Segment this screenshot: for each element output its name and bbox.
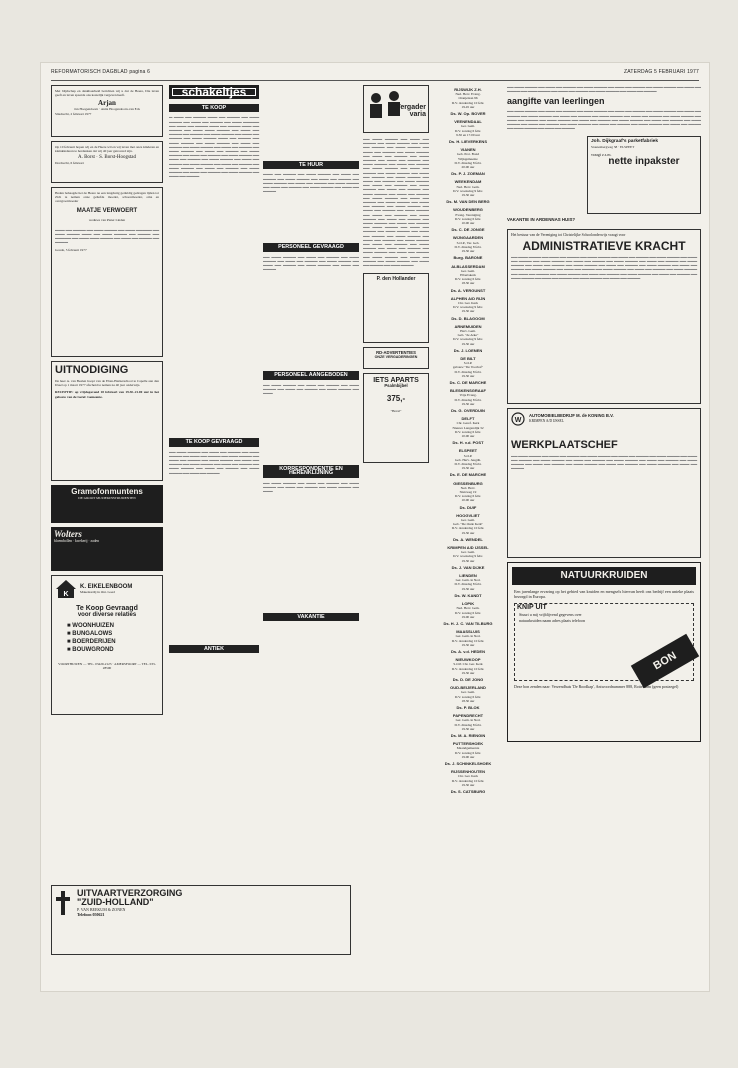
church-place: PAPENDRECHT [452,713,484,719]
church-time: 19.00 uur [461,614,475,619]
church-church: S.O.P. [463,453,473,458]
church-listing [435,742,501,766]
church-place: RIJSSENHOUTEN [450,769,485,775]
house-logo-icon [55,579,77,599]
church-date: D.V. dinsdag 8 febr. [454,369,482,374]
death-sub: weduwe van Pieter Linden [88,217,126,222]
anniversary-notice [51,141,163,183]
church-church: Ger. Gem. [460,268,476,273]
church-speaker: Ds. A. WENDEL [453,536,483,542]
church-time: 19.30 uur [461,466,475,471]
section-korrespondentie: KORRESPONDENTIE EN HERENKLIJNING [263,465,359,477]
column-adverts [507,85,701,985]
church-speaker: Ds. H. LIEVERKENS [448,139,487,145]
eikelenboom-item: ■ BOUWGROND [67,647,114,653]
church-speaker: Ds. P. J. ZOEMAN [451,171,485,177]
section-antiek: ANTIEK [169,645,259,653]
church-date: D.V. donderdag 10 febr. [451,778,485,783]
section-te-koop: TE KOOP [169,104,259,112]
eikelenboom-advert [51,575,163,715]
uitvaart-title: UITVAARTVERZORGING [77,888,183,898]
church-sub: Elbertskerk [460,272,476,277]
iets-aparts-hevel: "Hevel" [390,408,402,413]
church-speaker: Ds. W. Op. BOVER [450,111,486,117]
birth-name: Arjan [98,99,116,108]
church-sub: Sluisweg 19 [459,490,477,495]
church-date: D.V. donderdag 10 febr. [451,638,485,643]
natuurkruiden-title: NATUURKRUIDEN [512,567,696,585]
iets-aparts-sub: Psalmbijbel [384,383,408,389]
gramofoon-sub: DE GROOT MUZIEKINSTRUMENTEN [78,496,136,500]
church-church: S.O.P. [463,361,473,366]
church-sub: Geb. Herv. Jeugdh. [454,457,482,462]
uitvaart-sub: P. VAN BEEKUM & ZONEN [77,907,126,912]
section-te-koop-gevraagd: TE KOOP GEVRAAGD [169,438,259,446]
church-sub: Nieuwe Langendijk 32 [452,425,484,430]
anniversary-names: A. Borst · S. Borst-Hoogstad [77,155,137,161]
knip-uit-label: KNIP UIT [517,603,547,611]
church-speaker: Ds. J. LOENEN [453,347,483,353]
church-date: D.V. dinsdag 8 febr. [454,462,482,467]
church-church: S.O.P. Chr. Ger. Kerk [453,662,483,667]
ad-filler: ▬▬ ▬▬▬ ▬▬▬▬ ▬▬ ▬▬▬ ▬▬ ▬▬▬▬ ▬▬ ▬▬▬ ▬▬▬▬ ▬▬ ▬▬▬ ▬▬ ▬▬▬▬ ▬▬ ▬▬▬ ▬▬▬▬ ▬▬ ▬▬▬ [263,480,359,494]
church-speaker: Ds. S. CATSBURG [450,789,486,794]
natuurkruiden-advert [507,562,701,742]
church-listing [435,389,501,413]
uitvaart-tel: Telefoon 050621 [77,912,105,917]
church-date: D.V. woensdag 9 febr. [452,188,484,193]
dijkgraaf-job: nette inpakster [608,156,680,168]
church-place: VIANEN [460,147,476,153]
church-speaker: Ds. J. VAN DIJKE [451,564,485,570]
church-listing [435,686,501,710]
church-listing [435,770,501,794]
church-church: Ger. Gem. [460,690,476,695]
church-church: Ger. Gem. in Ned. [455,718,481,723]
church-place: HOOGVLIET [456,512,480,518]
church-listing [435,208,501,232]
church-speaker: Ds. DUIF [459,504,477,510]
eikelenboom-list [67,622,159,654]
church-speaker: Ds. M. VAN DEN BERG [446,199,490,205]
church-place: LIENDEN [459,573,477,579]
ad-filler: ▬ ▬▬▬ ▬▬ ▬▬▬▬ ▬▬▬ ▬▬ ▬▬▬▬ ▬▬ ▬▬▬ ▬▬▬▬ ▬▬ ▬▬▬ ▬▬ ▬▬▬▬ ▬▬ ▬▬▬ ▬▬▬▬▬ ▬▬ ▬▬▬ ▬▬ ▬▬▬▬ ▬▬▬ ▬▬ ▬▬▬▬ ▬▬▬ ▬▬ ▬▬▬▬ ▬▬ ▬▬▬ ▬▬▬ ▬▬▬▬ ▬▬ ▬▬▬ ▬▬ ▬▬▬▬ ▬▬ ▬▬▬▬ ▬▬ ▬▬▬ ▬▬▬▬ ▬▬ ▬▬▬ ▬▬ ▬▬▬▬ ▬▬ ▬▬▬ ▬▬▬▬ ▬▬▬ ▬▬ ▬▬▬▬ ▬▬ ▬▬▬ ▬▬▬▬ ▬▬ ▬▬▬ ▬▬▬▬ ▬▬ ▬▬▬ ▬▬ ▬▬▬▬ ▬▬ ▬▬▬ ▬▬▬▬ ▬▬ ▬▬▬ ▬▬ ▬▬▬▬ ▬▬ ▬▬▬ ▬▬▬▬ ▬▬ ▬▬▬ ▬▬ ▬▬▬▬ ▬▬ ▬▬▬ ▬▬▬▬ ▬▬ ▬▬▬ ▬▬ ▬▬▬▬ ▬▬ ▬▬▬ ▬▬▬▬ ▬▬ ▬▬▬ ▬▬ ▬▬▬▬ ▬▬ ▬▬▬ ▬▬▬▬ ▬▬ ▬▬▬ ▬▬ ▬▬▬▬ ▬▬ ▬▬▬ ▬▬▬▬ ▬▬ ▬▬▬ ▬▬ ▬▬▬▬ ▬▬ ▬▬▬ ▬▬▬▬ ▬▬ ▬▬▬ ▬▬ ▬▬▬▬ ▬▬ ▬▬▬ ▬▬▬▬ ▬▬ ▬▬▬ ▬▬ ▬▬▬▬ ▬▬ ▬▬▬ ▬▬▬▬ ▬▬ ▬▬▬ ▬▬ ▬▬▬▬ [169,115,259,179]
column-schakeltjes [169,85,359,895]
schakeltjes-logo: schakeltjes [169,85,259,99]
death-filler: ▬▬▬ ▬▬ ▬▬▬▬ ▬▬ ▬▬▬ ▬▬▬▬ ▬▬ ▬▬▬ ▬▬▬▬▬ ▬▬ ▬▬▬ ▬▬▬▬ ▬▬▬ ▬▬ ▬▬▬ ▬▬▬▬ ▬▬ ▬▬▬▬ ▬▬ ▬▬▬▬▬ ▬▬ ▬▬▬ ▬▬▬ ▬▬▬▬ ▬▬ ▬▬▬ ▬▬ ▬▬▬▬ ▬▬ ▬▬▬▬ [55,227,159,245]
vw-advert [507,408,701,558]
church-time: 18.30 uur [461,698,475,703]
church-time: 19.45 uur [461,104,475,109]
church-time: 20.00 uur [461,165,475,170]
ad-filler: ▬▬ ▬▬▬ ▬▬▬▬ ▬▬ ▬▬▬ ▬▬ ▬▬▬▬ ▬▬ ▬▬▬ ▬▬▬▬ ▬▬ ▬▬▬ ▬▬ ▬▬▬▬ ▬▬ ▬▬▬ ▬▬▬▬ ▬▬ ▬▬▬ [263,382,359,396]
church-place: NIEUWKOOP [455,657,481,663]
church-time: 19.30 uur [461,249,475,254]
church-date: D.V. donderdag 10 febr. [451,526,485,531]
church-church: Chr. Ger. Kerk [458,774,478,779]
church-time: 19.30 uur [461,586,475,591]
church-date: D.V. zondag 6 febr. [454,277,482,282]
church-place: ALPHEN A/D RIJN [450,295,486,301]
schakeltjes-right [263,101,359,656]
church-time: 10.00 uur [461,221,475,226]
church-place: DELFT [461,416,475,422]
church-time: 19.30 uur [461,373,475,378]
church-date: D.V. dinsdag 8 febr. [454,244,482,249]
knip-uit-text: Stuurt u mij vrijblijvend gegevens over natuurkruiden naam adres plaats telefoon [519,611,585,623]
church-time: 10.00 uur [461,434,475,438]
church-church: Chr. Ger. Kerk [458,300,478,305]
church-time: 19.30 uur [461,558,475,563]
admin-filler: ▬▬ ▬▬▬ ▬▬▬▬ ▬▬ ▬▬▬ ▬▬ ▬▬▬▬ ▬▬ ▬▬▬ ▬▬▬▬ ▬▬ ▬▬▬ ▬▬ ▬▬▬▬ ▬▬ ▬▬▬ ▬▬▬▬ ▬▬ ▬▬▬ ▬▬ ▬▬▬▬ ▬▬ ▬▬▬ ▬▬▬▬ ▬▬ ▬▬▬ ▬▬ ▬▬▬▬ ▬▬ ▬▬▬ ▬▬▬▬ ▬▬ ▬▬▬ ▬▬ ▬▬▬▬ ▬▬ ▬▬▬ ▬▬▬▬ ▬▬ ▬▬▬ ▬▬ ▬▬▬▬ ▬▬ ▬▬▬ ▬▬▬▬ ▬▬ ▬▬▬ ▬▬ ▬▬▬▬ ▬▬ ▬▬▬ ▬▬▬▬ ▬▬ ▬▬▬ ▬▬ ▬▬▬▬ ▬▬ ▬▬▬ ▬▬▬▬ ▬▬ ▬▬▬ ▬▬ ▬▬▬▬ ▬▬ ▬▬▬ ▬▬▬▬ ▬▬ ▬▬▬ ▬▬ ▬▬▬▬ ▬▬ ▬▬▬ ▬▬▬▬ ▬▬ ▬▬▬ ▬▬ ▬▬▬▬ ▬▬ ▬▬▬ ▬▬▬▬ ▬▬ ▬▬▬ ▬▬ ▬▬▬▬ ▬▬ ▬▬▬ ▬▬▬▬ ▬▬ ▬▬▬ ▬▬ ▬▬▬▬ ▬▬ ▬▬▬ ▬▬▬▬ ▬▬ ▬▬▬ ▬▬ ▬▬▬▬ ▬▬ ▬▬▬ ▬▬▬▬ ▬▬ ▬▬▬ ▬▬ ▬▬▬▬ [511,254,697,280]
column-church-services [435,85,501,985]
invitation-text: De heer A. van Beelen hoopt van de Eben-Haëzerschool te Capelle aan den IJssel op 1 maart 1977 afscheid te nemen na 40 jaar onderwijs. [55,379,159,388]
hollander-name: P. den Hollander [376,276,416,283]
church-speaker: Ds. W. KANDT [454,592,482,598]
birth-place: Sliedrecht, 2 februari 1977 [55,111,92,116]
church-date: D.V. woensdag 9 febr. [452,337,484,342]
church-time: 19.30 uur [461,726,475,731]
eikelenboom-lead2: voor diverse relaties [77,612,137,618]
ad-filler: ▬▬▬ ▬▬ ▬▬▬▬ ▬▬ ▬▬▬ ▬▬▬▬ ▬▬ ▬▬▬ ▬▬ ▬▬▬▬ ▬▬ ▬▬▬ ▬▬▬▬ ▬▬ ▬▬▬ ▬▬ ▬▬▬▬ ▬▬ ▬▬▬ ▬▬▬▬ ▬▬ ▬▬▬ ▬▬ ▬▬▬▬ ▬▬ ▬▬▬ ▬▬▬▬ ▬▬ ▬▬▬ ▬▬ ▬▬▬▬ ▬▬ ▬▬▬ ▬▬▬▬ ▬▬ ▬▬▬ ▬▬ ▬▬▬▬ [263,172,359,194]
werkplaats-title: WERKPLAATSCHEF [511,438,618,451]
church-listing [435,658,501,682]
church-date: D.V. dinsdag 8 febr. [454,397,482,402]
church-date: D.V. dinsdag 8 febr. [454,160,482,165]
eikelenboom-lead: Te Koop Gevraagd [76,605,138,612]
church-speaker: Ds. H. J. C. VAN TILBURG [443,620,493,626]
church-date: D.V. dinsdag 8 febr. [454,582,482,587]
church-listing [435,88,501,116]
church-sub: Oranjelaan 96 [458,96,478,101]
vergader-varia-logo [363,85,429,133]
church-time: 9.30 en 17.00 uur [456,132,480,137]
church-sub: Geb. "de Arke" [457,333,479,338]
church-church: Herv. Gem. [460,328,476,333]
wolters-title: Wolters [54,529,82,539]
church-place: RIJSWIJK Z.H. [454,87,482,92]
hollander-advert [363,273,429,343]
eikelenboom-address: VOORTHUIZEN — TEL. 03429-2125 · AMERSFOORT — TEL. 033-28500 [58,662,156,671]
invitation-notice [51,361,163,481]
masthead-left: REFORMATORISCH DAGBLAD pagina 6 [51,69,151,75]
church-date: D.V. woensdag 9 febr. [452,554,484,559]
church-time: 19.30 uur [461,670,475,675]
death-name: MAATJE VERWOERT [76,207,138,214]
birth-parents: Jan Hoogendoorn · Anita Hoogendoorn-van Eck [74,107,140,112]
church-speaker: Ds. J. SCHINKELSHOEK [444,760,492,766]
church-church: Evang. Vereniging [455,212,481,217]
church-place: OUD-BEIJERLAND [450,685,486,691]
church-listing [435,714,501,738]
werkplaats-filler: ▬▬ ▬▬▬ ▬▬▬▬ ▬▬ ▬▬▬ ▬▬ ▬▬▬▬ ▬▬ ▬▬▬ ▬▬▬▬ ▬▬ ▬▬▬ ▬▬ ▬▬▬▬ ▬▬ ▬▬▬ ▬▬▬▬ ▬▬ ▬▬▬ ▬▬ ▬▬▬▬ ▬▬ ▬▬▬ ▬▬▬▬ ▬▬ ▬▬▬ ▬▬ ▬▬▬▬ ▬▬ ▬▬▬ ▬▬▬▬ ▬▬ ▬▬▬ ▬▬ ▬▬▬▬ ▬▬ ▬▬▬ ▬▬▬▬ ▬▬ ▬▬▬ ▬▬ ▬▬▬▬ ▬▬ ▬▬▬ ▬▬▬▬ ▬▬ ▬▬▬ ▬▬ ▬▬▬▬ ▬▬ ▬▬▬ ▬▬▬▬ ▬▬ ▬▬▬ ▬▬ ▬▬▬▬ [511,453,697,471]
church-church: S.O.P., Ver. Geb. [456,240,480,245]
church-church: Ger. Gem. in Ned. [455,634,481,639]
church-date: D.V. dinsdag 8 febr. [454,722,482,727]
leerlingen-headline: aangifte van leerlingen [507,96,605,107]
church-listing [435,325,501,353]
church-church: Ned. Herv. Evang. [455,92,481,97]
church-place: GIESSENBURG [453,480,483,486]
church-church: Ger. Gem. [460,518,476,523]
vw-sub: KRIMPEN A/D IJSSEL [529,418,564,423]
bon-badge: BON [631,633,699,688]
church-time: 19.30 uur [461,401,475,406]
gramofoon-advert [51,485,163,523]
church-speaker: Ds. G. OVERDUIN [451,407,485,413]
uitvaart-name: "ZUID-HOLLAND" [77,897,154,907]
church-time: 19.00 uur [461,754,475,759]
church-church: Geb. Prot. Bond [456,152,480,157]
rd-advert [363,347,429,369]
church-sub: gebouw "De Voorhof" [452,365,484,370]
church-speaker: Ds. A. v.d. HEDEN [450,648,485,654]
church-place: VEENENDAAL [454,119,482,125]
church-church: Ger. Gem. [460,124,476,129]
newspaper-page [40,62,710,992]
church-time: 19.30 uur [461,530,475,535]
masthead [51,69,699,79]
church-time: 19.30 uur [461,642,475,647]
iets-aparts-advert [363,373,429,463]
church-listing [435,602,501,626]
death-intro: Heden behaagde het de Heere na een langdurig geduldig gedragen lijden tot Zich te nemen onze geliefde moeder, schoonmoeder, oma en overgrootmoeder [55,191,159,204]
church-time: 19.30 uur [461,309,475,314]
eikelenboom-item: ■ WOONHUIZEN [67,623,114,629]
church-listing [435,180,501,204]
iets-aparts-price: 375,- [386,393,406,403]
varia-filler: ▬▬ ▬▬▬ ▬▬▬▬ ▬▬ ▬▬▬ ▬▬ ▬▬▬▬ ▬▬ ▬▬▬ ▬▬▬▬ ▬▬ ▬▬▬ ▬▬ ▬▬▬▬ ▬▬ ▬▬▬ ▬▬▬▬ ▬▬ ▬▬▬ ▬▬ ▬▬▬▬ ▬▬ ▬▬▬ ▬▬▬▬ ▬▬ ▬▬▬ ▬▬ ▬▬▬▬ ▬▬ ▬▬▬ ▬▬▬▬ ▬▬ ▬▬▬ ▬▬ ▬▬▬▬ ▬▬ ▬▬▬ ▬▬▬▬ ▬▬ ▬▬▬ ▬▬ ▬▬▬▬ ▬▬ ▬▬▬ ▬▬▬▬ ▬▬ ▬▬▬ ▬▬ ▬▬▬▬ ▬▬ ▬▬▬ ▬▬▬▬ ▬▬ ▬▬▬ ▬▬ ▬▬▬▬ ▬▬ ▬▬▬ ▬▬▬▬ ▬▬ ▬▬▬ ▬▬ ▬▬▬▬ ▬▬ ▬▬▬ ▬▬▬▬ ▬▬ ▬▬▬ ▬▬ ▬▬▬▬ ▬▬ ▬▬▬ ▬▬▬▬ ▬▬ ▬▬▬ ▬▬ ▬▬▬▬ ▬▬ ▬▬▬ ▬▬▬▬ ▬▬ ▬▬▬ ▬▬ ▬▬▬▬ ▬▬ ▬▬▬ ▬▬▬▬ ▬▬ ▬▬▬ ▬▬ ▬▬▬▬ ▬▬ ▬▬▬ ▬▬▬▬ ▬▬ ▬▬▬ ▬▬ ▬▬▬▬ ▬▬ ▬▬▬ ▬▬▬▬ ▬▬ ▬▬▬ ▬▬ ▬▬▬▬ ▬▬ ▬▬▬ ▬▬▬▬ ▬▬ ▬▬▬ ▬▬ ▬▬▬▬ ▬▬ ▬▬▬ ▬▬▬▬ ▬▬ ▬▬▬ ▬▬ ▬▬▬▬ ▬▬ ▬▬▬ ▬▬▬▬ ▬▬ ▬▬▬ ▬▬ ▬▬▬▬ ▬▬ ▬▬▬ ▬▬▬▬ ▬▬ ▬▬▬ ▬▬ ▬▬▬▬ ▬▬ ▬▬▬ ▬▬▬▬ ▬▬ ▬▬▬ ▬▬ ▬▬▬▬ ▬▬ ▬▬▬ ▬▬▬▬ ▬▬ ▬▬▬ ▬▬ ▬▬▬▬ ▬▬ ▬▬▬ ▬▬▬▬ ▬▬ ▬▬▬ ▬▬ ▬▬▬▬ ▬▬ ▬▬▬ ▬▬▬▬ ▬▬ ▬▬▬ ▬▬ ▬▬▬▬ ▬▬ ▬▬▬ ▬▬▬▬ ▬▬ ▬▬▬ ▬▬ ▬▬▬▬ ▬▬ ▬▬▬ ▬▬▬▬ ▬▬ ▬▬▬ ▬▬ ▬▬▬▬ ▬▬ ▬▬▬ ▬▬▬▬ ▬▬ ▬▬▬ ▬▬ ▬▬▬▬ ▬▬ ▬▬▬ ▬▬▬▬ [363,137,429,268]
rd-sub: ONZE VERGADERINGEN [374,354,418,359]
svg-text:K: K [63,591,69,598]
school-filler: ▬▬ ▬▬▬ ▬▬▬▬ ▬▬ ▬▬▬ ▬▬ ▬▬▬▬ ▬▬ ▬▬▬ ▬▬▬▬ ▬▬ ▬▬▬ ▬▬ ▬▬▬▬ ▬▬ ▬▬▬ ▬▬▬▬ ▬▬ ▬▬▬ ▬▬ ▬▬▬▬ ▬▬ ▬▬▬ ▬▬▬▬ ▬▬ ▬▬▬ ▬▬ ▬▬▬▬ ▬▬ ▬▬▬ ▬▬▬▬ ▬▬ ▬▬▬ ▬▬ ▬▬▬▬ ▬▬ ▬▬▬ ▬▬▬▬ ▬▬ ▬▬▬ ▬▬ ▬▬▬▬ ▬▬ ▬▬▬ ▬▬▬▬ ▬▬ ▬▬▬ ▬▬ ▬▬▬▬ ▬▬ ▬▬▬ ▬▬▬▬ ▬▬ ▬▬▬ ▬▬ ▬▬▬▬ ▬▬ ▬▬▬ ▬▬▬▬ ▬▬ ▬▬▬ ▬▬ ▬▬▬▬ ▬▬ ▬▬▬ ▬▬▬▬ ▬▬ ▬▬▬ ▬▬ ▬▬▬▬ ▬▬ ▬▬▬ ▬▬▬▬ ▬▬ ▬▬▬ ▬▬ ▬▬▬▬ ▬▬ ▬▬▬ ▬▬▬▬ ▬▬ ▬▬▬ ▬▬ ▬▬▬▬ [507,109,701,131]
dijkgraaf-advert [587,136,701,214]
section-personeel-aangeboden: PERSONEEL AANGEBODEN [263,371,359,379]
column-family-notices [51,85,163,990]
natuurkruiden-footer: Deze bon zenden naar: Verzendhuis 'De Roodkap', Antwoordnummer 888, Rotterdam (geen postzegel) [514,683,679,689]
anniversary-place: Dordrecht, 6 februari [55,160,84,165]
eikelenboom-name: K. EIKELENBOOM [80,583,133,590]
church-place: PUTTERSHOEK [452,741,484,747]
church-date: D.V. donderdag 10 febr. [451,100,485,105]
svg-text:W: W [514,416,522,424]
invitation-title: UITNODIGING [55,364,129,376]
ad-filler: ▬▬ ▬▬▬ ▬▬▬▬ ▬▬ ▬▬▬ ▬▬ ▬▬▬▬ ▬▬ ▬▬▬ ▬▬▬▬ ▬▬ ▬▬▬ ▬▬ ▬▬▬▬ ▬▬ ▬▬▬ ▬▬▬▬ ▬▬ ▬▬▬ ▬▬ ▬▬▬▬ ▬▬ ▬▬▬ ▬▬▬▬ ▬▬ ▬▬▬ ▬▬ ▬▬▬▬ [263,254,359,272]
church-place: MAASSLUIS [456,629,480,635]
column-vergader-varia [363,85,429,895]
death-notice [51,187,163,357]
church-speaker: Ds. P. BLOK [456,704,480,710]
church-listing [435,417,501,445]
iets-aparts-title: IETS APARTS [373,377,419,385]
wolters-sub: bloembollen · kwekerij · zaden [54,539,99,543]
church-time: 19.30 uur [461,193,475,198]
dijkgraaf-vraagt: vraagt z.s.m. [591,151,612,157]
church-listing [435,297,501,321]
death-place: Gouda, 5 februari 1977 [55,247,87,252]
section-te-huur: TE HUUR [263,161,359,169]
church-place: ARNEMUIDEN [454,323,482,329]
church-sub: Wijkgemeente [458,156,478,161]
eikelenboom-item: ■ BOERDERIJEN [67,639,116,645]
church-date: D.V. zondag 6 febr. [454,429,482,434]
masthead-right: ZATERDAG 5 FEBRUARI 1977 [623,69,699,75]
uitvaart-advert [51,885,351,955]
cross-icon [55,890,71,916]
church-church: Vrije Evang. [459,393,477,398]
knip-uit-coupon[interactable] [514,603,694,681]
dijkgraaf-title: Joh. Dijkgraaf's parketfabriek [591,139,658,145]
reception-text: RECEPTIE: op vrijdagavond 18 februari van 19.30–21.00 uur in het gebouw van de Geref. Gemeente. [55,390,159,399]
church-place: KRIMPEN A/D IJSSEL [447,545,489,551]
gramofoon-title: Gramofonmuntens [71,487,143,496]
birth-intro: Met blijdschap en dankbaarheid berichten wij u dat de Heere, Die leven geeft en leven spaarde ons kostelijk vergeven heeft. [55,89,159,98]
eikelenboom-sub: Makelaardij in Onr. Goed [80,589,115,594]
church-place: LOPIK [461,601,475,607]
church-listing [435,449,501,477]
wolters-advert [51,527,163,571]
church-listing [435,265,501,293]
church-place: WIJNGAARDEN [452,235,484,241]
church-church: Ger. Gem. [460,550,476,555]
church-place: WOUDENBERG [453,207,483,213]
church-place: WEEKENDAM [454,179,482,185]
church-speaker: Ds. C. DE MARCHE [449,379,487,385]
church-speaker: Burg. BARONE [453,255,483,261]
school-filler: ▬▬ ▬▬▬ ▬▬▬▬ ▬▬ ▬▬▬ ▬▬ ▬▬▬▬ ▬▬ ▬▬▬ ▬▬▬▬ ▬▬ ▬▬▬ ▬▬ ▬▬▬▬ ▬▬ ▬▬▬ ▬▬▬▬ ▬▬ ▬▬▬ ▬▬ ▬▬▬▬ ▬▬ ▬▬▬ ▬▬▬▬ ▬▬ ▬▬▬ ▬▬ ▬▬▬▬ ▬▬ ▬▬▬ ▬▬▬▬ ▬▬ ▬▬▬ ▬▬ ▬▬▬▬ [507,85,701,94]
church-time: 19.30 uur [461,341,475,346]
rd-title: RD-ADVERTENTIES [376,350,416,356]
church-place: ALBLASSERDAM [451,263,485,269]
ad-filler: ▬▬ ▬▬▬ ▬▬▬▬ ▬▬ ▬▬▬ ▬▬ ▬▬▬▬ ▬▬ ▬▬▬ ▬▬▬▬ ▬▬ ▬▬▬ ▬▬ ▬▬▬▬ ▬▬ ▬▬▬ ▬▬▬▬ ▬▬ ▬▬▬ ▬▬ ▬▬▬▬ ▬▬ ▬▬▬ ▬▬▬▬ ▬▬ ▬▬▬ ▬▬ ▬▬▬▬ ▬▬ ▬▬▬ ▬▬▬▬ ▬▬ ▬▬▬ ▬▬ ▬▬▬▬ ▬▬ ▬▬▬ ▬▬▬▬ ▬▬ ▬▬▬ ▬▬ ▬▬▬▬ ▬▬ ▬▬▬ ▬▬▬▬ ▬▬ ▬▬▬ ▬▬ ▬▬▬▬ [169,449,259,475]
church-time: 19.30 uur [461,782,475,787]
section-vakantie: VAKANTIE [263,613,359,621]
eikelenboom-item: ■ BUNGALOWS [67,631,113,637]
schakeltjes-left [169,101,259,656]
church-date: D.V. zondag 6 febr. [454,750,482,755]
church-speaker: Ds. E. DE MARCHE [449,472,487,478]
vergader-varia-title: Vergader varia [396,104,426,118]
church-speaker: Ds. M. A. RIENGIN [450,732,486,738]
church-church: Ned. Herv. Gem. [456,606,480,611]
dijkgraaf-sub: Stoutenbergweg 58 · ELSPEET [591,144,635,149]
church-date: D.V. zondag 6 febr. [454,610,482,615]
admin-title: ADMINISTRATIEVE KRACHT [522,238,686,253]
section-personeel-gevraagd: PERSONEEL GEVRAAGD [263,243,359,251]
church-place: ELSPEET [458,448,478,454]
vw-logo-icon [511,412,525,426]
admin-kracht-advert [507,229,701,404]
church-listing [435,514,501,542]
church-place: BLESKENSGRAAF [449,388,486,394]
church-church: Ger. Gem. in Ned. [455,578,481,583]
church-sub: Geb. "De Oude Kerk" [453,522,483,527]
vakantie-title: VAKANTIE IN ARDENNAS HUIS? [507,217,576,223]
church-date: D.V. donderdag 10 febr. [451,666,485,671]
masthead-rule [51,80,699,81]
church-church: Ned. Herv. Gem. [456,184,480,189]
vw-name: AUTOMOBIELBEDRIJF M. de KONING B.V. [529,413,614,419]
church-listing [435,236,501,260]
church-speaker: Ds. A. VERGUNST [450,287,486,293]
church-church: Chr. Geref. Kerk [456,421,480,426]
natuurkruiden-text: Een jarenlange ervaring op het gebied van kruiden en mengsels hiervan heeft ons bedrijf een unieke plaats bezorgd in Europa. [514,588,694,599]
church-listing [435,357,501,385]
birth-notice [51,85,163,137]
church-speaker: Ds. H. v.d. POST [452,440,484,446]
admin-lead: Het bestuur van de Vereniging tot Christelijke Schoolonderwijs vraagt voor [511,232,626,237]
church-listing [435,148,501,176]
anniversary-text: Op 10 februari hopen wij en de Heere wil en wij leven met onze kinderen en kleinkinderen te herdenken dat wij 40 jaar getrouwd zijn. [55,145,159,154]
church-date: D.V. zondag 6 febr. [454,216,482,221]
church-speaker: Ds. C. DE JONGE [451,227,485,233]
church-date: D.V. zondag 6 febr. [454,128,482,133]
church-time: 10.00 uur [461,498,475,503]
church-church: Maandgemeente [456,746,480,751]
church-date: D.V. zondag 6 febr. [454,494,482,499]
church-date: D.V. woensdag 9 febr. [452,305,484,310]
church-listing [435,630,501,654]
church-date: D.V. zondag 6 febr. [454,694,482,699]
church-listing [435,574,501,598]
church-listing [435,482,501,510]
church-time: 18.30 uur [461,281,475,286]
church-place: DE BILT [460,355,476,361]
church-speaker: Ds. D. BLAGOOM [451,315,485,321]
church-listing [435,120,501,144]
church-listing [435,546,501,570]
church-church: Ned. Herv. [460,485,476,490]
church-speaker: Ds. D. DE JONG [452,676,484,682]
